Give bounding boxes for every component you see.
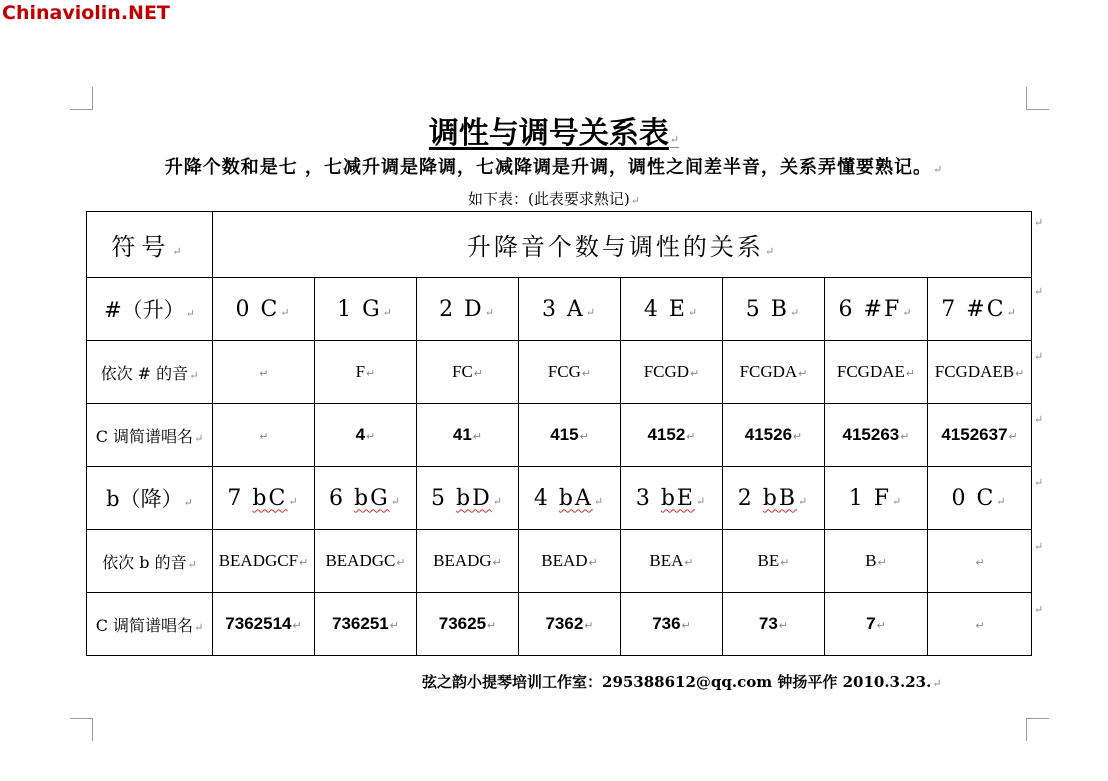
- sharp-key-cell-text: 1 G: [337, 296, 382, 322]
- paragraph-mark: ↵: [669, 133, 680, 146]
- document-title-text: 调性与调号关系表: [428, 116, 669, 151]
- sharp-key-cell: [417, 278, 519, 341]
- flat-notes-cell: [723, 530, 825, 593]
- row-label-flat-notes-text: 依次 b 的音: [102, 552, 187, 572]
- paragraph-mark: ↵: [172, 245, 188, 258]
- flat-notes-cell-text: BEADG: [433, 551, 492, 570]
- row-end-mark: ↵: [1034, 540, 1044, 553]
- row-end-mark: ↵: [1034, 603, 1044, 616]
- document-note-text: 如下表：(此表要求熟记): [468, 190, 630, 208]
- paragraph-mark: ↵: [798, 368, 808, 380]
- table-row-sharp-jianpu: [87, 404, 1032, 467]
- table-row-flat-jianpu: [87, 593, 1032, 656]
- sharp-jianpu-cell-text: 415: [550, 425, 579, 444]
- sharp-notes-cell-text: FCG: [547, 362, 581, 381]
- paragraph-mark: ↵: [1015, 368, 1025, 380]
- flat-jianpu-cell-text: 7362514: [225, 614, 292, 633]
- flat-key-name: bA: [558, 485, 593, 511]
- flat-notes-cell-text: BEA: [649, 551, 684, 570]
- table-row-sharp-keys: [87, 278, 1032, 341]
- table-header-row: [87, 212, 1032, 278]
- flat-jianpu-cell-text: 73625: [438, 614, 487, 633]
- paragraph-mark: ↵: [902, 305, 914, 319]
- sharp-notes-cell: [928, 341, 1032, 404]
- row-label-sharp-jianpu: [87, 404, 213, 467]
- flat-key-name: C: [976, 485, 996, 511]
- flat-key-count: 4: [533, 485, 550, 511]
- row-label-sharp-jianpu-text: C 调简谱唱名: [95, 426, 194, 446]
- paragraph-mark: ↵: [892, 494, 904, 508]
- sharp-notes-cell-text: FCGDAE: [836, 362, 905, 381]
- paragraph-mark: ↵: [681, 620, 691, 632]
- row-label-flat-text: b（降）: [106, 487, 183, 511]
- paragraph-mark: ↵: [472, 431, 483, 443]
- paragraph-mark: ↵: [686, 431, 696, 443]
- sharp-key-cell: [315, 278, 417, 341]
- sharp-key-cell: [825, 278, 928, 341]
- table-row-flat-keys: [87, 467, 1032, 530]
- paragraph-mark: ↵: [975, 557, 985, 569]
- flat-notes-cell-text: BEADGC: [325, 551, 396, 570]
- page-corner-mark-bottom-left: [70, 718, 93, 741]
- row-label-flat-notes: [87, 530, 213, 593]
- paragraph-mark: ↵: [1006, 305, 1018, 319]
- flat-key-cell: [723, 467, 825, 530]
- paragraph-mark: ↵: [487, 620, 497, 632]
- sharp-notes-cell: [621, 341, 723, 404]
- flat-notes-cell: [825, 530, 928, 593]
- paragraph-mark: ↵: [1008, 431, 1018, 443]
- sharp-notes-cell-text: FCGDAEB: [934, 362, 1015, 381]
- sharp-jianpu-cell: [519, 404, 621, 467]
- document-subtitle-text: 升降个数和是七 ，七减升调是降调，七减降调是升调，调性之间差半音，关系弄懂要熟记。: [164, 157, 933, 178]
- flat-key-cell: [825, 467, 928, 530]
- flat-key-count: 7: [227, 485, 244, 511]
- sharp-jianpu-cell: [928, 404, 1032, 467]
- paragraph-mark: ↵: [366, 368, 376, 380]
- paragraph-mark: ↵: [900, 431, 910, 443]
- row-label-flat: [87, 467, 213, 530]
- paragraph-mark: ↵: [288, 494, 300, 508]
- paragraph-mark: ↵: [588, 557, 598, 569]
- flat-key-cell: [519, 467, 621, 530]
- sharp-notes-cell-text: FCGD: [643, 362, 690, 381]
- flat-key-count: 0: [951, 485, 968, 511]
- paragraph-mark: ↵: [780, 557, 790, 569]
- sharp-jianpu-cell-text: 4152637: [941, 425, 1008, 444]
- paragraph-mark: ↵: [684, 557, 694, 569]
- paragraph-mark: ↵: [194, 620, 204, 634]
- sharp-key-cell: [621, 278, 723, 341]
- sharp-key-cell-text: 5 B: [745, 296, 789, 322]
- flat-key-count: 6: [329, 485, 346, 511]
- flat-key-cell: [213, 467, 315, 530]
- sharp-jianpu-cell-text: 4152: [647, 425, 686, 444]
- header-symbol-cell: [87, 212, 213, 278]
- paragraph-mark: ↵: [905, 368, 916, 380]
- paragraph-mark: ↵: [473, 368, 483, 380]
- paragraph-mark: ↵: [585, 305, 598, 319]
- flat-jianpu-cell: [519, 593, 621, 656]
- paragraph-mark: ↵: [933, 163, 944, 176]
- paragraph-mark: ↵: [396, 557, 406, 569]
- sharp-notes-cell: [315, 341, 417, 404]
- paragraph-mark: ↵: [194, 431, 204, 445]
- sharp-jianpu-cell: [723, 404, 825, 467]
- flat-notes-cell: [621, 530, 723, 593]
- page-corner-mark-top-right: [1026, 87, 1049, 110]
- flat-notes-cell: [519, 530, 621, 593]
- paragraph-mark: ↵: [185, 307, 195, 320]
- flat-notes-cell: [928, 530, 1032, 593]
- paragraph-mark: ↵: [789, 305, 802, 319]
- flat-key-cell: [315, 467, 417, 530]
- paragraph-mark: ↵: [292, 620, 302, 632]
- paragraph-mark: ↵: [581, 368, 592, 380]
- sharp-key-cell: [519, 278, 621, 341]
- key-signature-table: [86, 211, 1032, 656]
- sharp-jianpu-cell-text: 41: [452, 425, 472, 444]
- paragraph-mark: ↵: [764, 245, 778, 258]
- flat-jianpu-cell: [825, 593, 928, 656]
- flat-jianpu-cell-text: 73: [758, 614, 778, 633]
- document-subtitle: [0, 153, 1108, 179]
- flat-key-count: 5: [431, 485, 448, 511]
- header-relation-text: 升降音个数与调性的关系: [466, 233, 764, 261]
- document-footer-text: 弦之韵小提琴培训工作室：295388612@qq.com 钟扬平作 2010.3.23.: [422, 673, 932, 691]
- flat-jianpu-cell-text: 736251: [332, 614, 389, 633]
- paragraph-mark: ↵: [189, 368, 199, 382]
- sharp-key-cell: [213, 278, 315, 341]
- row-label-flat-jianpu: [87, 593, 213, 656]
- sharp-key-cell-text: 3 A: [541, 296, 585, 322]
- sharp-notes-cell-text: F: [355, 362, 366, 381]
- paragraph-mark: ↵: [593, 494, 606, 508]
- paragraph-mark: ↵: [187, 557, 197, 571]
- paragraph-mark: ↵: [876, 620, 886, 632]
- flat-jianpu-cell: [928, 593, 1032, 656]
- paragraph-mark: ↵: [280, 305, 292, 319]
- page-corner-mark-bottom-right: [1026, 718, 1049, 741]
- sharp-key-cell-text: 0 C: [235, 296, 280, 322]
- flat-key-name: bB: [762, 485, 798, 511]
- flat-notes-cell: [315, 530, 417, 593]
- paragraph-mark: ↵: [492, 557, 502, 569]
- sharp-notes-cell-text: FCGDA: [739, 362, 798, 381]
- flat-notes-cell-text: BEADGCF: [218, 551, 299, 570]
- paragraph-mark: ↵: [390, 494, 402, 508]
- paragraph-mark: ↵: [778, 620, 789, 632]
- document-note: [0, 188, 1108, 209]
- table-row-sharp-notes: [87, 341, 1032, 404]
- flat-key-cell: [417, 467, 519, 530]
- paragraph-mark: ↵: [366, 431, 376, 443]
- paragraph-mark: ↵: [932, 677, 942, 690]
- paragraph-mark: ↵: [389, 620, 399, 632]
- flat-notes-cell-text: BEAD: [541, 551, 588, 570]
- flat-key-count: 3: [635, 485, 652, 511]
- sharp-key-cell: [723, 278, 825, 341]
- paragraph-mark: ↵: [299, 557, 309, 569]
- flat-key-count: 2: [737, 485, 754, 511]
- flat-key-name: bD: [456, 485, 492, 511]
- flat-key-name: bG: [354, 485, 390, 511]
- row-label-flat-jianpu-text: C 调简谱唱名: [95, 615, 194, 635]
- flat-notes-cell: [417, 530, 519, 593]
- row-label-sharp-notes: [87, 341, 213, 404]
- sharp-jianpu-cell-text: 4: [355, 425, 366, 444]
- flat-jianpu-cell: [621, 593, 723, 656]
- flat-key-cell: [928, 467, 1032, 530]
- paragraph-mark: ↵: [584, 620, 594, 632]
- sharp-key-cell-text: 4 E: [643, 296, 687, 322]
- header-relation-cell: [213, 212, 1032, 278]
- paragraph-mark: ↵: [579, 431, 589, 443]
- paragraph-mark: ↵: [183, 496, 193, 509]
- sharp-jianpu-cell: [825, 404, 928, 467]
- paragraph-mark: ↵: [798, 494, 810, 508]
- paragraph-mark: ↵: [382, 305, 394, 319]
- sharp-notes-cell: [723, 341, 825, 404]
- paragraph-mark: ↵: [259, 431, 269, 443]
- flat-jianpu-cell-text: 7362: [545, 614, 584, 633]
- sharp-jianpu-cell: [213, 404, 315, 467]
- flat-notes-cell-text: B: [865, 551, 877, 570]
- document-footer: [422, 671, 942, 692]
- paragraph-mark: ↵: [695, 494, 708, 508]
- row-label-sharp-notes-text: 依次 # 的音: [100, 363, 189, 383]
- sharp-jianpu-cell: [621, 404, 723, 467]
- flat-jianpu-cell: [723, 593, 825, 656]
- flat-jianpu-cell: [213, 593, 315, 656]
- sharp-notes-cell: [417, 341, 519, 404]
- paragraph-mark: ↵: [492, 494, 504, 508]
- paragraph-mark: ↵: [690, 368, 700, 380]
- paragraph-mark: ↵: [877, 557, 887, 569]
- sharp-notes-cell: [519, 341, 621, 404]
- flat-notes-cell-text: BE: [757, 551, 780, 570]
- paragraph-mark: ↵: [996, 494, 1008, 508]
- flat-jianpu-cell-text: 7: [866, 614, 876, 633]
- flat-jianpu-cell: [417, 593, 519, 656]
- sharp-key-cell-text: 7 #C: [941, 296, 1006, 322]
- flat-key-cell: [621, 467, 723, 530]
- paragraph-mark: ↵: [975, 620, 985, 632]
- paragraph-mark: ↵: [259, 368, 269, 380]
- row-end-mark: ↵: [1034, 413, 1044, 426]
- sharp-jianpu-cell-text: 41526: [744, 425, 793, 444]
- flat-key-name: bE: [660, 485, 695, 511]
- flat-key-name: F: [873, 485, 892, 511]
- paragraph-mark: ↵: [484, 305, 496, 319]
- flat-jianpu-cell-text: 736: [652, 614, 681, 633]
- document-title: [0, 108, 1108, 152]
- site-watermark: Chinaviolin.NET: [2, 2, 170, 24]
- paragraph-mark: ↵: [687, 305, 700, 319]
- page-corner-mark-top-left: [70, 87, 93, 110]
- sharp-jianpu-cell: [417, 404, 519, 467]
- row-end-mark: ↵: [1034, 216, 1044, 229]
- flat-key-count: 1: [848, 485, 865, 511]
- row-end-mark: ↵: [1034, 350, 1044, 363]
- sharp-jianpu-cell: [315, 404, 417, 467]
- paragraph-mark: ↵: [793, 431, 803, 443]
- sharp-key-cell-text: 2 D: [439, 296, 484, 322]
- flat-notes-cell: [213, 530, 315, 593]
- row-end-mark: ↵: [1034, 476, 1044, 489]
- paragraph-mark: ↵: [630, 194, 640, 207]
- table-row-flat-notes: [87, 530, 1032, 593]
- header-symbol-text: 符号: [111, 233, 172, 261]
- sharp-jianpu-cell-text: 415263: [842, 425, 900, 444]
- sharp-notes-cell: [825, 341, 928, 404]
- row-label-sharp-text: #（升）: [104, 298, 185, 322]
- sharp-notes-cell-text: FC: [451, 362, 473, 381]
- flat-jianpu-cell: [315, 593, 417, 656]
- sharp-key-cell-text: 6 #F: [838, 296, 902, 322]
- row-end-mark: ↵: [1034, 285, 1044, 298]
- sharp-notes-cell: [213, 341, 315, 404]
- flat-key-name: bC: [252, 485, 288, 511]
- row-label-sharp: [87, 278, 213, 341]
- sharp-key-cell: [928, 278, 1032, 341]
